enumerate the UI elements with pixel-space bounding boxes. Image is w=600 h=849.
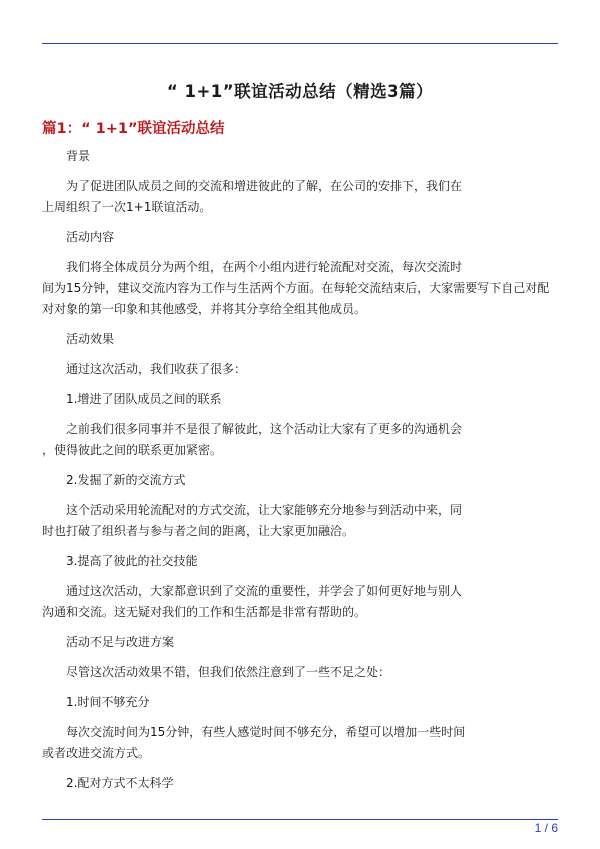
list-item-heading: 1.增进了团队成员之间的联系	[66, 392, 222, 406]
paragraph: 通过这次活动，我们收获了很多：	[66, 362, 247, 376]
list-item-heading: 2.配对方式不太科学	[66, 776, 174, 790]
list-item-heading: 2.发掘了新的交流方式	[66, 473, 186, 487]
document-title: “ 1+1”联谊活动总结（精选3篇）	[166, 82, 434, 101]
list-item-heading: 1.时间不够充分	[66, 695, 150, 709]
header-rule	[42, 43, 558, 44]
paragraph: 通过这次活动，大家都意识到了交流的重要性，并学会了如何更好地与别人 沟通和交流。这无疑对我们的工作和生活都是非常有帮助的。	[42, 584, 463, 619]
paragraph: 之前我们很多同事并不是很了解彼此，这个活动让大家有了更多的沟通机会 ，使得彼此之间的联系更加紧密。	[42, 422, 463, 457]
paragraph: 为了促进团队成员之间的交流和增进彼此的了解，在公司的安排下，我们在 上周组织了一次1+1联谊活动。	[42, 179, 463, 214]
list-item-heading: 3.提高了彼此的社交技能	[66, 554, 198, 568]
footer-rule	[42, 819, 558, 820]
document-body	[42, 146, 558, 803]
paragraph-effect-heading: 活动效果	[66, 332, 115, 346]
paragraph: 尽管这次活动效果不错，但我们依然注意到了一些不足之处：	[66, 665, 391, 679]
section-heading: 篇1：“ 1+1”联谊活动总结	[42, 121, 225, 137]
paragraph: 这个活动采用轮流配对的方式交流，让大家能够充分地参与到活动中来，同 时也打破了组织者与参与者之间的距离，让大家更加融洽。	[42, 503, 463, 538]
paragraph-improvement-heading: 活动不足与改进方案	[66, 635, 175, 649]
paragraph-content-heading: 活动内容	[66, 230, 115, 244]
page-number: 1 / 6	[534, 821, 558, 835]
paragraph: 我们将全体成员分为两个组，在两个小组内进行轮流配对交流，每次交流时 间为15分钟，建议交流内容为工作与生活两个方面。在每轮交流结束后，大家需要写下自己对配 对对象的第一印象和其他感受，并将其分享给全组其他成员。	[42, 260, 550, 316]
paragraph-background-heading: 背景	[66, 149, 91, 163]
paragraph: 每次交流时间为15分钟，有些人感觉时间不够充分，希望可以增加一些时间 或者改进交流方式。	[42, 725, 466, 760]
